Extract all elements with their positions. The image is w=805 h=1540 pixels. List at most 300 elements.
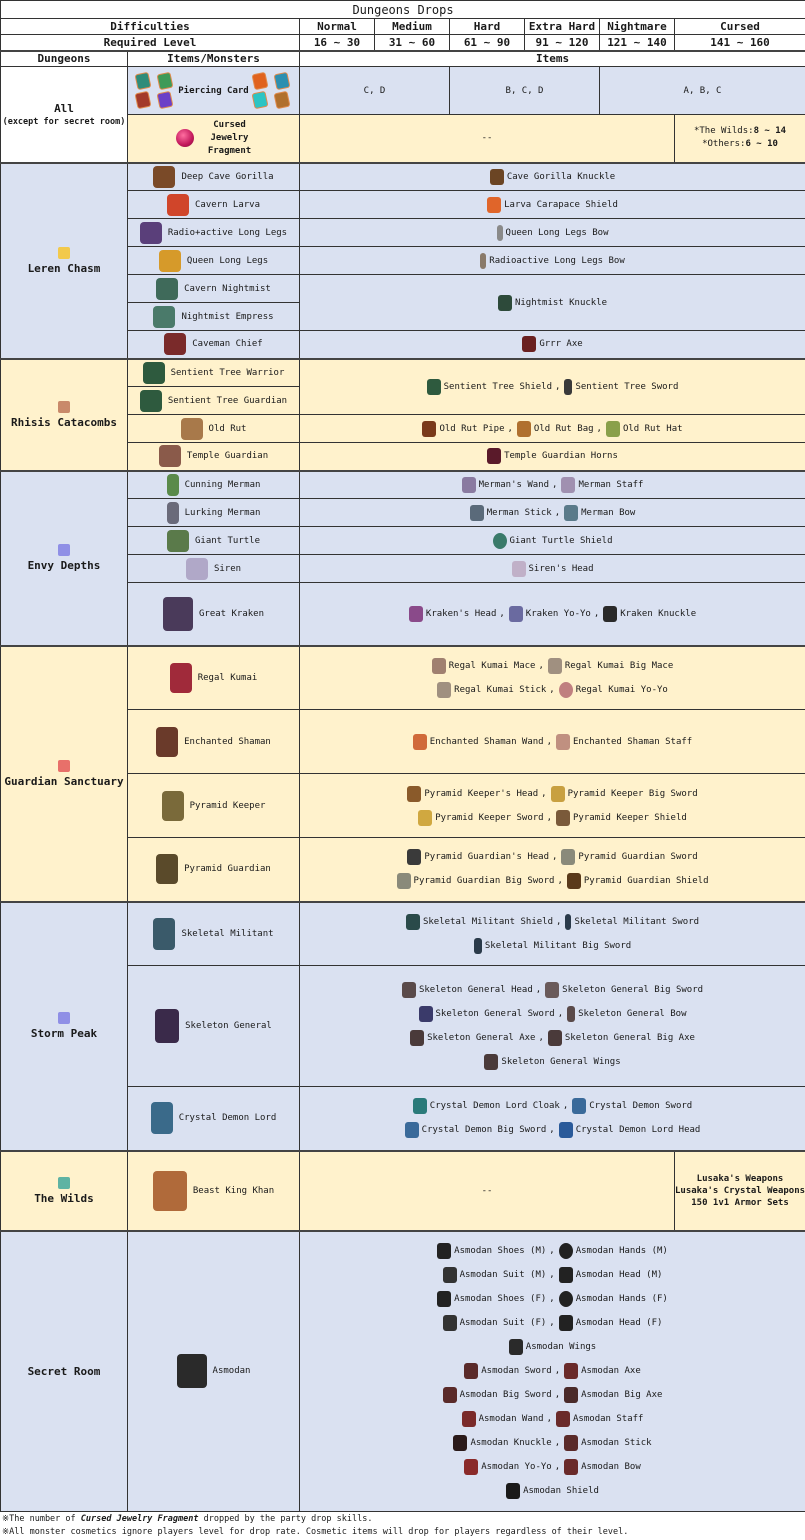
monster-cell xyxy=(128,191,300,219)
monster-name: Cunning Merman xyxy=(185,480,261,490)
level-normal: 16 ~ 30 xyxy=(300,35,375,51)
fragment-others-value: 6 ~ 10 xyxy=(745,139,778,149)
item-name: Asmodan Stick xyxy=(581,1431,651,1455)
fragment-cursed-amount xyxy=(675,115,805,163)
dungeon-name: All xyxy=(54,102,74,115)
item-name: Pyramid Guardian Sword xyxy=(578,845,697,869)
monster-name: Old Rut xyxy=(209,424,247,434)
water-drop-icon xyxy=(58,544,70,556)
footnote-text: ※The number of xyxy=(2,1514,81,1524)
pyramid-keeper-icon xyxy=(162,791,184,821)
sword-icon xyxy=(397,873,411,889)
monster-cell xyxy=(128,710,300,774)
monster-cell xyxy=(128,1151,300,1231)
level-cursed: 141 ~ 160 xyxy=(675,35,805,51)
siren-icon xyxy=(186,558,208,580)
items-cell: Merman Stick , Merman Bow xyxy=(300,499,805,527)
item-name: Asmodan Suit (F) xyxy=(460,1311,547,1335)
item-name: Skeleton General Wings xyxy=(501,1050,620,1074)
item-name: Skeleton General Head xyxy=(419,978,533,1002)
card-icon xyxy=(134,72,151,91)
larva-icon xyxy=(167,194,189,216)
items-cell xyxy=(300,527,805,555)
wings-icon xyxy=(484,1054,498,1070)
axe-icon xyxy=(410,1030,424,1046)
axe-icon xyxy=(522,336,536,352)
dungeon-name: Leren Chasm xyxy=(28,262,101,275)
crystal-demon-icon xyxy=(151,1102,173,1134)
col-items-monsters: Items/Monsters xyxy=(128,51,300,67)
dungeon-name: Envy Depths xyxy=(28,559,101,572)
dungeon-subtitle: (except for secret room) xyxy=(1,117,127,127)
level-hard: 61 ~ 90 xyxy=(450,35,525,51)
level-medium: 31 ~ 60 xyxy=(375,35,450,51)
axe-icon xyxy=(548,1030,562,1046)
item-name: Pyramid Keeper Big Sword xyxy=(568,782,698,806)
item-name: Giant Turtle Shield xyxy=(510,529,613,553)
item-name: Crystal Demon Big Sword xyxy=(422,1118,547,1142)
jewelry-fragment-icon xyxy=(176,129,194,147)
head-icon xyxy=(407,786,421,802)
monster-cell xyxy=(128,966,300,1087)
items-cell: Enchanted Shaman Wand , Enchanted Shaman Staff xyxy=(300,710,805,774)
head-icon xyxy=(512,561,526,577)
yoyo-icon xyxy=(509,606,523,622)
yoyo-icon xyxy=(464,1459,478,1475)
difficulty-medium: Medium xyxy=(375,19,450,35)
items-cell xyxy=(300,555,805,583)
item-name: Asmodan Hands (M) xyxy=(576,1239,668,1263)
monster-name: Lurking Merman xyxy=(185,508,261,518)
bow-icon xyxy=(497,225,503,241)
col-items: Items xyxy=(300,51,805,67)
axe-icon xyxy=(564,1363,578,1379)
item-name: Pyramid Guardian's Head xyxy=(424,845,549,869)
items-cell: Pyramid Guardian's Head , Pyramid Guardian Sword Pyramid Guardian Big Sword , Pyramid Guardian Shield xyxy=(300,838,805,902)
item-name: Skeletal Militant Shield xyxy=(423,910,553,934)
item-name: Kraken Knuckle xyxy=(620,602,696,626)
hands-icon xyxy=(559,1291,573,1307)
sword-icon xyxy=(572,1098,586,1114)
shield-icon xyxy=(406,914,420,930)
shoes-icon xyxy=(437,1243,451,1259)
dungeon-name: Guardian Sanctuary xyxy=(4,775,123,788)
head-icon xyxy=(559,1122,573,1138)
item-name: Regal Kumai Yo-Yo xyxy=(576,678,668,702)
monster-name: Crystal Demon Lord xyxy=(179,1113,277,1123)
item-name: Asmodan Sword xyxy=(481,1359,551,1383)
monster-cell xyxy=(128,499,300,527)
item-name: Pyramid Keeper Sword xyxy=(435,806,543,830)
item-name: Cave Gorilla Knuckle xyxy=(507,165,615,189)
temple-guardian-icon xyxy=(159,445,181,467)
dungeon-envy-depths xyxy=(1,471,128,646)
fragment-none: -- xyxy=(300,115,675,163)
axe-icon xyxy=(564,1387,578,1403)
item-name: Asmodan Shoes (M) xyxy=(454,1239,546,1263)
monster-cell xyxy=(128,555,300,583)
monster-cell xyxy=(128,219,300,247)
caveman-icon xyxy=(164,333,186,355)
shield-icon xyxy=(556,810,570,826)
cursed-item-line: 150 1v1 Armor Sets xyxy=(675,1197,805,1209)
sword-icon xyxy=(443,1387,457,1403)
head-icon xyxy=(559,1267,573,1283)
item-name: Asmodan Bow xyxy=(581,1455,641,1479)
lightning-icon xyxy=(58,247,70,259)
head-icon xyxy=(407,849,421,865)
item-name: Skeleton General Big Sword xyxy=(562,978,703,1002)
gorilla-icon xyxy=(153,166,175,188)
required-level-label: Required Level xyxy=(1,35,300,51)
footnote-emphasis: Cursed Jewelry Fragment xyxy=(81,1514,199,1524)
piercing-card-cell xyxy=(128,67,300,115)
asmodan-icon xyxy=(177,1354,207,1388)
head-icon xyxy=(559,1315,573,1331)
monster-name: Deep Cave Gorilla xyxy=(181,172,273,182)
items-cell: Regal Kumai Mace , Regal Kumai Big Mace Regal Kumai Stick , Regal Kumai Yo-Yo xyxy=(300,646,805,710)
wand-icon xyxy=(413,734,427,750)
item-name: Pyramid Keeper's Head xyxy=(424,782,538,806)
fragment-others-prefix: *Others: xyxy=(702,139,745,149)
water-drop-icon xyxy=(58,1012,70,1024)
monster-cell xyxy=(128,303,300,331)
items-cell: Old Rut Pipe , Old Rut Bag , Old Rut Hat xyxy=(300,415,805,443)
knuckle-icon xyxy=(490,169,504,185)
item-name: Enchanted Shaman Staff xyxy=(573,730,692,754)
item-name: Merman's Wand xyxy=(479,473,549,497)
piercing-grade-hard-extra: B, C, D xyxy=(450,67,600,115)
horns-icon xyxy=(487,448,501,464)
skeletal-militant-icon xyxy=(153,918,175,950)
items-cell: Pyramid Keeper's Head , Pyramid Keeper Big Sword Pyramid Keeper Sword , Pyramid Keeper Shield xyxy=(300,774,805,838)
difficulty-extra-hard: Extra Hard xyxy=(525,19,600,35)
dungeon-rhisis-catacombs xyxy=(1,359,128,471)
pyramid-guardian-icon xyxy=(156,854,178,884)
col-dungeons: Dungeons xyxy=(1,51,128,67)
monster-name: Nightmist Empress xyxy=(181,312,273,322)
item-name: Asmodan Head (M) xyxy=(576,1263,663,1287)
card-icon xyxy=(251,91,268,110)
pipe-icon xyxy=(422,421,436,437)
item-name: Old Rut Pipe xyxy=(439,417,504,441)
beast-king-icon xyxy=(153,1171,187,1211)
sword-icon xyxy=(561,849,575,865)
items-cell xyxy=(300,163,805,191)
kumai-icon xyxy=(170,663,192,693)
wand-icon xyxy=(462,1411,476,1427)
difficulty-hard: Hard xyxy=(450,19,525,35)
shield-icon xyxy=(427,379,441,395)
suit-icon xyxy=(443,1315,457,1331)
sword-icon xyxy=(418,810,432,826)
suit-icon xyxy=(443,1267,457,1283)
item-name: Pyramid Guardian Big Sword xyxy=(414,869,555,893)
wand-icon xyxy=(462,477,476,493)
knuckle-icon xyxy=(603,606,617,622)
fragment-label-line: Jewelry xyxy=(208,132,251,145)
item-name: Nightmist Knuckle xyxy=(515,291,607,315)
kraken-icon xyxy=(163,597,193,631)
item-name: Skeleton General Big Axe xyxy=(565,1026,695,1050)
monster-name: Pyramid Keeper xyxy=(190,801,266,811)
item-name: Asmodan Shield xyxy=(523,1479,599,1503)
monster-cell xyxy=(128,331,300,359)
item-name: Asmodan Wings xyxy=(526,1335,596,1359)
fragment-wilds-prefix: *The Wilds: xyxy=(694,126,754,136)
merman-icon xyxy=(167,502,179,524)
monster-cell xyxy=(128,163,300,191)
nightmist-icon xyxy=(156,278,178,300)
sword-icon xyxy=(551,786,565,802)
dungeon-secret-room: Secret Room xyxy=(1,1231,128,1512)
card-icon xyxy=(273,91,290,110)
staff-icon xyxy=(561,477,575,493)
wings-icon xyxy=(509,1339,523,1355)
cloak-icon xyxy=(413,1098,427,1114)
card-icon xyxy=(156,91,173,110)
monster-cell xyxy=(128,527,300,555)
item-name: Queen Long Legs Bow xyxy=(506,221,609,245)
nightmist-icon xyxy=(153,306,175,328)
dungeon-name: Rhisis Catacombs xyxy=(11,416,117,429)
item-name: Merman Staff xyxy=(578,473,643,497)
difficulty-nightmare: Nightmare xyxy=(600,19,675,35)
bow-icon xyxy=(564,1459,578,1475)
items-cell: Crystal Demon Lord Cloak , Crystal Demon Sword Crystal Demon Big Sword , Crystal Demon Lord Head xyxy=(300,1087,805,1151)
items-cell: Asmodan Shoes (M) , Asmodan Hands (M) Asmodan Suit (M) , Asmodan Head (M) Asmodan Shoes (F) , Asmodan Hands (F) Asmodan Suit (F) , Asmodan Head (F) Asmodan Wings Asmodan Sword , Asmodan Axe Asmodan Big Sword , Asmodan Big Axe Asmodan Wand , Asmodan Staff Asmodan Knuckle , Asmodan Stick Asmodan Yo-Yo , Asmodan Bow Asmodan Shield xyxy=(300,1231,805,1512)
monster-name: Skeleton General xyxy=(185,1021,272,1031)
item-name: Skeleton General Axe xyxy=(427,1026,535,1050)
monster-name: Giant Turtle xyxy=(195,536,260,546)
monster-name: Enchanted Shaman xyxy=(184,737,271,747)
head-icon xyxy=(402,982,416,998)
knuckle-icon xyxy=(498,295,512,311)
catacombs-icon xyxy=(58,401,70,413)
shaman-icon xyxy=(156,727,178,757)
spider-icon xyxy=(159,250,181,272)
item-name: Merman Bow xyxy=(581,501,635,525)
card-icon xyxy=(273,72,290,91)
item-name: Skeletal Militant Big Sword xyxy=(485,934,631,958)
head-icon xyxy=(409,606,423,622)
dungeon-name: The Wilds xyxy=(34,1192,94,1205)
item-name: Asmodan Head (F) xyxy=(576,1311,663,1335)
item-name: Asmodan Hands (F) xyxy=(576,1287,668,1311)
dungeon-all xyxy=(1,67,128,163)
merman-icon xyxy=(167,474,179,496)
fragment-label-line: Fragment xyxy=(208,145,251,158)
monster-name: Great Kraken xyxy=(199,609,264,619)
mace-icon xyxy=(432,658,446,674)
item-name: Sentient Tree Sword xyxy=(575,375,678,399)
monster-cell xyxy=(128,646,300,710)
monster-cell xyxy=(128,774,300,838)
difficulties-label: Difficulties xyxy=(1,19,300,35)
shield-icon xyxy=(487,197,501,213)
items-cell: Skeletal Militant Shield , Skeletal Militant Sword Skeletal Militant Big Sword xyxy=(300,902,805,966)
shield-icon xyxy=(506,1483,520,1499)
card-icon xyxy=(156,72,173,91)
item-name: Radioactive Long Legs Bow xyxy=(489,249,624,273)
tree-icon xyxy=(143,362,165,384)
level-nightmare: 121 ~ 140 xyxy=(600,35,675,51)
item-name: Merman Stick xyxy=(487,501,552,525)
stick-icon xyxy=(564,1435,578,1451)
item-name: Asmodan Big Axe xyxy=(581,1383,662,1407)
item-name: Crystal Demon Sword xyxy=(589,1094,692,1118)
fire-icon xyxy=(58,760,70,772)
monster-cell xyxy=(128,415,300,443)
item-name: Kraken's Head xyxy=(426,602,496,626)
item-name: Skeleton General Bow xyxy=(578,1002,686,1026)
monster-name: Queen Long Legs xyxy=(187,256,268,266)
sword-icon xyxy=(419,1006,433,1022)
item-name: Old Rut Hat xyxy=(623,417,683,441)
item-name: Asmodan Knuckle xyxy=(470,1431,551,1455)
cursed-item-line: Lusaka's Weapons xyxy=(675,1173,805,1185)
monster-cell xyxy=(128,583,300,646)
item-name: Skeleton General Sword xyxy=(436,1002,555,1026)
old-rut-icon xyxy=(181,418,203,440)
sword-icon xyxy=(564,379,572,395)
monster-name: Siren xyxy=(214,564,241,574)
table-title: Dungeons Drops xyxy=(1,1,805,19)
item-name: Pyramid Guardian Shield xyxy=(584,869,709,893)
monster-cell xyxy=(128,471,300,499)
card-icon xyxy=(251,72,268,91)
wilds-cursed-items xyxy=(675,1151,805,1231)
sword-icon xyxy=(474,938,482,954)
difficulty-normal: Normal xyxy=(300,19,375,35)
item-name: Grrr Axe xyxy=(539,332,582,356)
turtle-icon xyxy=(167,530,189,552)
piercing-card-label: Piercing Card xyxy=(178,86,248,96)
sword-icon xyxy=(565,914,571,930)
items-cell xyxy=(300,331,805,359)
piercing-grade-normal-medium: C, D xyxy=(300,67,450,115)
level-extra-hard: 91 ~ 120 xyxy=(525,35,600,51)
knuckle-icon xyxy=(453,1435,467,1451)
items-cell: Sentient Tree Shield , Sentient Tree Sword xyxy=(300,359,805,415)
monster-name: Sentient Tree Guardian xyxy=(168,396,287,406)
item-name: Regal Kumai Mace xyxy=(449,654,536,678)
card-icon xyxy=(134,91,151,110)
shoes-icon xyxy=(437,1291,451,1307)
monster-name: Regal Kumai xyxy=(198,673,258,683)
item-name: Asmodan Staff xyxy=(573,1407,643,1431)
monster-cell xyxy=(128,247,300,275)
monster-name: Cavern Larva xyxy=(195,200,260,210)
dungeon-name: Storm Peak xyxy=(31,1027,97,1040)
monster-cell xyxy=(128,387,300,415)
item-name: Regal Kumai Stick xyxy=(454,678,546,702)
dungeon-guardian-sanctuary xyxy=(1,646,128,902)
piercing-grade-nightmare-cursed: A, B, C xyxy=(600,67,805,115)
item-name: Asmodan Shoes (F) xyxy=(454,1287,546,1311)
sword-icon xyxy=(464,1363,478,1379)
footnote-1 xyxy=(2,1513,803,1526)
stick-icon xyxy=(470,505,484,521)
footnote-2: ※All monster cosmetics ignore players level for drop rate. Cosmetic items will drop for players regardless of their level. xyxy=(2,1526,803,1539)
item-name: Skeletal Militant Sword xyxy=(574,910,699,934)
staff-icon xyxy=(556,734,570,750)
fragment-label-line: Cursed xyxy=(208,119,251,132)
monster-name: Skeletal Militant xyxy=(181,929,273,939)
monster-name: Cavern Nightmist xyxy=(184,284,271,294)
spider-icon xyxy=(140,222,162,244)
item-name: Pyramid Keeper Shield xyxy=(573,806,687,830)
monster-cell xyxy=(128,275,300,303)
item-name: Old Rut Bag xyxy=(534,417,594,441)
fragment-wilds-value: 8 ~ 14 xyxy=(754,126,787,136)
item-name: Asmodan Suit (M) xyxy=(460,1263,547,1287)
skeleton-general-icon xyxy=(155,1009,179,1043)
item-name: Kraken Yo-Yo xyxy=(526,602,591,626)
bow-icon xyxy=(480,253,486,269)
monster-name: Sentient Tree Warrior xyxy=(171,368,285,378)
item-name: Asmodan Wand xyxy=(479,1407,544,1431)
items-cell xyxy=(300,275,805,331)
dungeon-storm-peak xyxy=(1,902,128,1151)
monster-cell xyxy=(128,1231,300,1512)
monster-cell xyxy=(128,443,300,471)
items-cell xyxy=(300,247,805,275)
monster-cell xyxy=(128,1087,300,1151)
monster-name: Asmodan xyxy=(213,1366,251,1376)
monster-name: Beast King Khan xyxy=(193,1186,274,1196)
monster-name: Caveman Chief xyxy=(192,339,262,349)
bag-icon xyxy=(517,421,531,437)
bow-icon xyxy=(567,1006,575,1022)
items-cell xyxy=(300,443,805,471)
items-cell: Skeleton General Head , Skeleton General Big Sword Skeleton General Sword , Skeleton General Bow Skeleton General Axe , Skeleton General Big Axe Skeleton General Wings xyxy=(300,966,805,1087)
item-name: Siren's Head xyxy=(529,557,594,581)
shield-icon xyxy=(493,533,507,549)
cursed-item-line: Lusaka's Crystal Weapons xyxy=(675,1185,805,1197)
monster-cell xyxy=(128,902,300,966)
item-name: Sentient Tree Shield xyxy=(444,375,552,399)
items-cell: Kraken's Head , Kraken Yo-Yo , Kraken Knuckle xyxy=(300,583,805,646)
sword-icon xyxy=(405,1122,419,1138)
items-cell xyxy=(300,191,805,219)
item-name: Asmodan Axe xyxy=(581,1359,641,1383)
item-name: Regal Kumai Big Mace xyxy=(565,654,673,678)
monster-cell xyxy=(128,838,300,902)
item-name: Enchanted Shaman Wand xyxy=(430,730,544,754)
items-cell: Merman's Wand , Merman Staff xyxy=(300,471,805,499)
dungeon-the-wilds xyxy=(1,1151,128,1231)
shield-icon xyxy=(567,873,581,889)
monster-name: Temple Guardian xyxy=(187,451,268,461)
item-name: Larva Carapace Shield xyxy=(504,193,618,217)
cursed-fragment-cell xyxy=(128,115,300,163)
dungeon-leren-chasm xyxy=(1,163,128,359)
monster-cell xyxy=(128,359,300,387)
item-name: Crystal Demon Lord Cloak xyxy=(430,1094,560,1118)
items-cell xyxy=(300,219,805,247)
monster-name: Radio+active Long Legs xyxy=(168,228,287,238)
item-name: Crystal Demon Lord Head xyxy=(576,1118,701,1142)
difficulty-cursed: Cursed xyxy=(675,19,805,35)
item-name: Asmodan Big Sword xyxy=(460,1383,552,1407)
monster-name: Pyramid Guardian xyxy=(184,864,271,874)
hat-icon xyxy=(606,421,620,437)
bow-icon xyxy=(564,505,578,521)
staff-icon xyxy=(556,1411,570,1427)
sword-icon xyxy=(545,982,559,998)
mace-icon xyxy=(548,658,562,674)
